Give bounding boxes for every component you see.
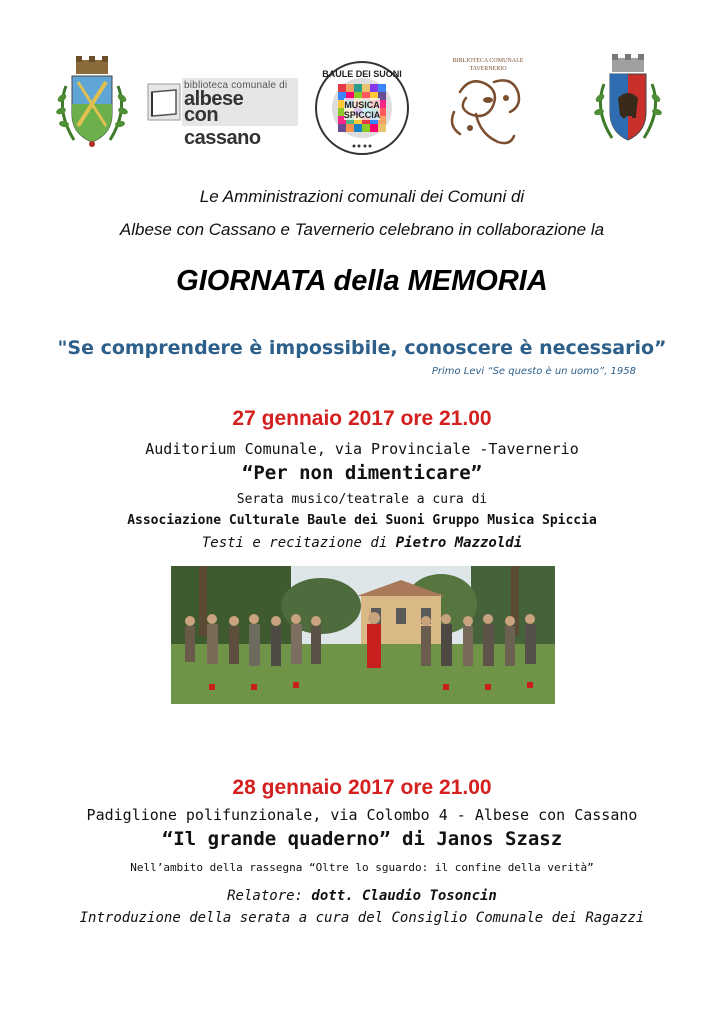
- biblioteca-tavernerio-logo: [440, 52, 536, 156]
- event1-texts-prefix: Testi e recitazione di: [201, 535, 396, 551]
- page-title: GIORNATA della MEMORIA: [176, 265, 548, 297]
- quote: "Se comprendere è impossibile, conoscere è necessario”: [57, 337, 667, 359]
- biblioteca-label: biblioteca comunale di: [184, 80, 288, 91]
- baule-center-text-2: SPICCIA: [343, 110, 381, 120]
- event-photo: [171, 566, 555, 704]
- baule-center-text-1: MUSICA: [344, 100, 380, 110]
- event2-date: 28 gennaio 2017 ore 21.00: [232, 776, 492, 799]
- event1-organizer: Associazione Culturale Baule dei Suoni Gruppo Musica Spiccia: [127, 513, 597, 528]
- event1-venue: Auditorium Comunale, via Provinciale -Tavernerio: [145, 440, 579, 458]
- event2-context: Nell’ambito della rassegna “Oltre lo sguardo: il confine della verità”: [130, 861, 594, 874]
- event1-show-title: “Per non dimenticare”: [241, 462, 483, 484]
- tavernerio-coat-of-arms-logo: [592, 54, 664, 148]
- event1-texts-author: Pietro Mazzoldi: [395, 535, 523, 551]
- tavernerio-biblioteca-line1: BIBLIOTECA COMUNALE: [452, 58, 524, 64]
- albese-coat-of-arms-logo: [52, 56, 132, 150]
- event2-show-title: “Il grande quaderno” di Janos Szasz: [161, 828, 563, 850]
- event2-speaker-label: Relatore:: [227, 888, 312, 904]
- event1-date: 27 gennaio 2017 ore 21.00: [232, 407, 492, 430]
- baule-dei-suoni-logo: [314, 60, 410, 156]
- biblioteca-albese-logo: [146, 78, 298, 149]
- biblioteca-town-line1: albese: [184, 88, 244, 110]
- tavernerio-biblioteca-line2: TAVERNERIO: [469, 66, 507, 72]
- event2-introduction: Introduzione della serata a cura del Consiglio Comunale dei Ragazzi: [79, 910, 645, 926]
- baule-top-text: BAULE DEI SUONI: [322, 69, 402, 79]
- book-icon: [146, 82, 182, 122]
- event1-texts-credit: [0, 535, 724, 551]
- quote-citation: Primo Levi “Se questo è un uomo”, 1958: [431, 366, 636, 377]
- event2-speaker: [0, 888, 724, 904]
- event2-venue: Padiglione polifunzionale, via Colombo 4 - Albese con Cassano: [86, 806, 638, 824]
- event2-speaker-name: dott. Claudio Tosoncin: [311, 888, 497, 904]
- intro-line-1: Le Amministrazioni comunali dei Comuni di: [199, 187, 525, 206]
- intro-line-2: Albese con Cassano e Tavernerio celebrano in collaborazione la: [119, 220, 605, 239]
- event1-description: Serata musico/teatrale a cura di: [236, 492, 488, 507]
- biblioteca-town-line2: con cassano: [184, 104, 261, 149]
